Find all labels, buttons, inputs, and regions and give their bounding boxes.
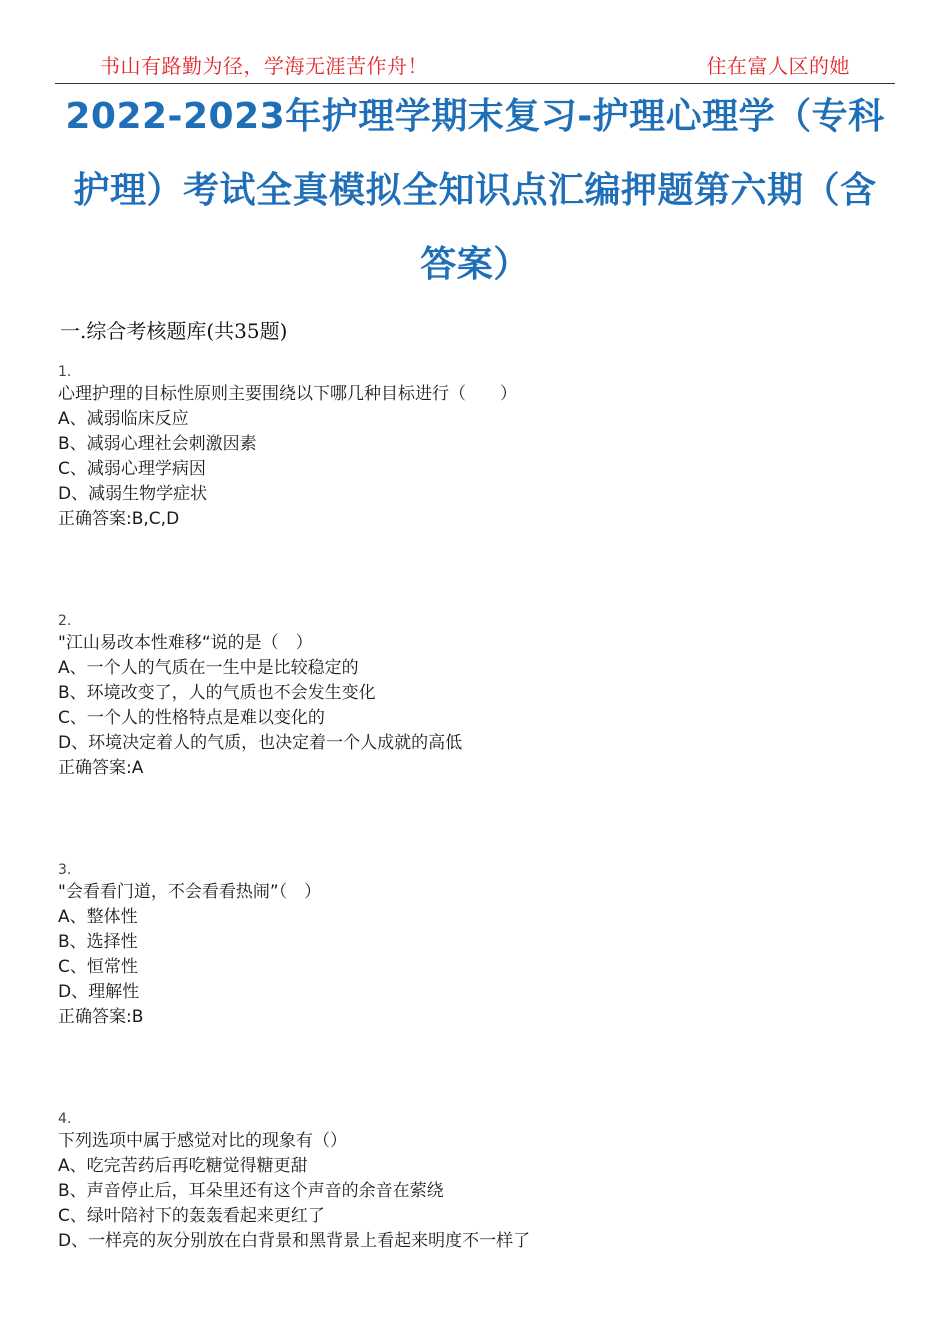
option-a: A、吃完苦药后再吃糖觉得糖更甜 — [58, 1156, 308, 1176]
question-text: "会看看门道，不会看看热闹”（ ） — [58, 882, 322, 902]
section-heading: 一.综合考核题库(共35题) — [60, 319, 288, 343]
document-title: 2022-2023年护理学期末复习-护理心理学（专科护理）考试全真模拟全知识点汇编押题第六期（含答案） — [65, 96, 885, 285]
correct-answer: 正确答案:A — [58, 758, 144, 778]
question-number: 3. — [58, 862, 72, 878]
question-text: "江山易改本性难移“说的是（ ） — [58, 633, 313, 653]
option-b: B、环境改变了，人的气质也不会发生变化 — [58, 683, 376, 703]
option-a: A、减弱临床反应 — [58, 409, 189, 429]
option-b: B、减弱心理社会刺激因素 — [58, 434, 257, 454]
option-d: D、减弱生物学症状 — [58, 484, 208, 504]
option-d: D、一样亮的灰分别放在白背景和黑背景上看起来明度不一样了 — [58, 1231, 531, 1251]
option-b: B、选择性 — [58, 932, 138, 952]
question-4 — [58, 1109, 898, 1254]
option-a: A、整体性 — [58, 907, 138, 927]
option-c: C、恒常性 — [58, 957, 138, 977]
option-d: D、理解性 — [58, 982, 140, 1002]
question-number: 4. — [58, 1111, 72, 1127]
option-c: C、一个人的性格特点是难以变化的 — [58, 708, 325, 728]
correct-answer: 正确答案:B,C,D — [58, 509, 180, 529]
option-d: D、环境决定着人的气质，也决定着一个人成就的高低 — [58, 733, 463, 753]
question-2 — [58, 611, 898, 781]
question-3 — [58, 860, 898, 1030]
question-text: 心理护理的目标性原则主要围绕以下哪几种目标进行（ ） — [58, 384, 517, 404]
question-text: 下列选项中属于感觉对比的现象有（） — [58, 1131, 347, 1151]
header-author: 住在富人区的她 — [706, 54, 850, 78]
question-number: 1. — [58, 364, 72, 380]
option-c: C、减弱心理学病因 — [58, 459, 206, 479]
header-motto: 书山有路勤为径，学海无涯苦作舟！ — [100, 54, 428, 78]
option-a: A、一个人的气质在一生中是比较稳定的 — [58, 658, 359, 678]
correct-answer: 正确答案:B — [58, 1007, 144, 1027]
option-b: B、声音停止后，耳朵里还有这个声音的余音在萦绕 — [58, 1181, 444, 1201]
question-1 — [58, 362, 898, 532]
option-c: C、绿叶陪衬下的轰轰看起来更红了 — [58, 1206, 325, 1226]
question-number: 2. — [58, 613, 72, 629]
